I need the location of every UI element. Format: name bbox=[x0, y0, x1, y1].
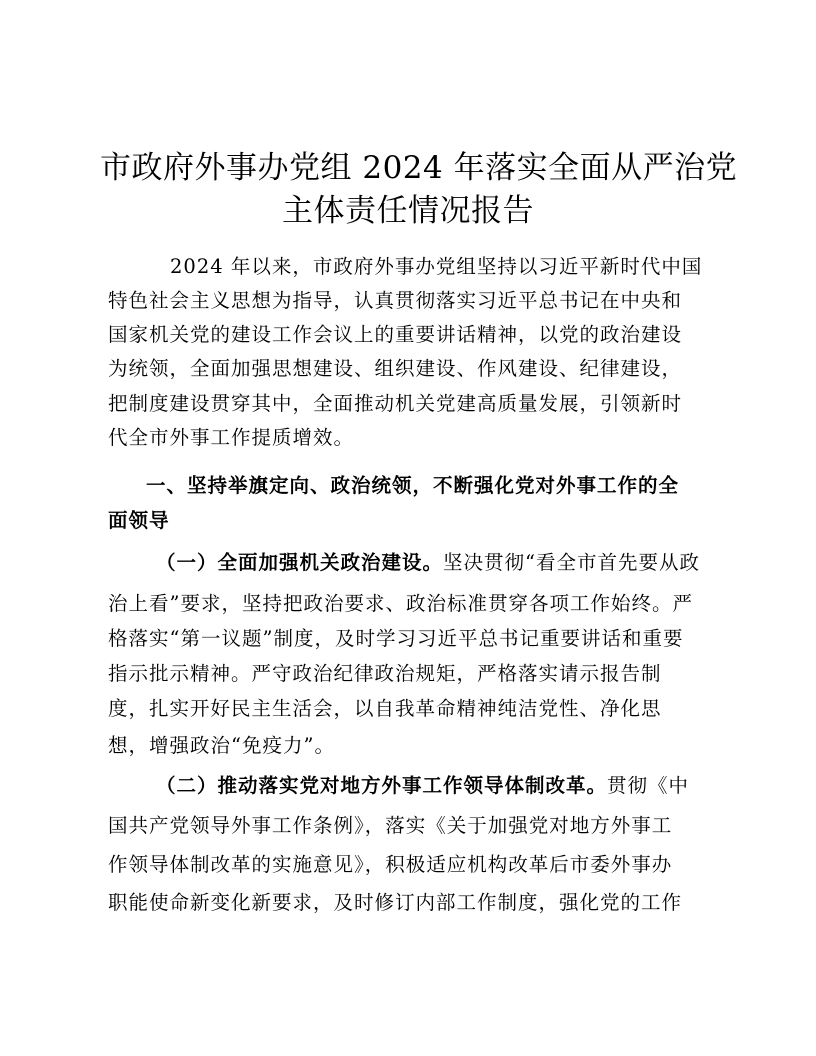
subsection-first-line bbox=[156, 547, 700, 575]
document-title-line-2: 主体责任情况报告 bbox=[282, 193, 534, 229]
subsection-line: 作领导体制改革的实施意见》，积极适应机构改革后市委外事办 bbox=[108, 853, 673, 876]
subsection-line: 职能使命新变化新要求，及时修订内部工作制度，强化党的工作 bbox=[108, 891, 683, 914]
section-heading-line: 一、坚持举旗定向、政治统领，不断强化党对外事工作的全 bbox=[146, 474, 680, 497]
section-heading-line: 面领导 bbox=[108, 509, 170, 532]
subsection-first-line bbox=[156, 770, 689, 798]
subsection-line: 指示批示精神。严守政治纪律政治规矩，严格落实请示报告制 bbox=[108, 662, 662, 685]
subsection-line: 想，增强政治“免疫力”。 bbox=[108, 734, 335, 757]
subsection-line: 国共产党领导外事工作条例》，落实《关于加强党对地方外事工 bbox=[108, 814, 673, 837]
intro-line: 把制度建设贯穿其中，全面推动机关党建高质量发展，引领新时 bbox=[108, 392, 683, 415]
document-title-line-1: 市政府外事办党组 2024 年落实全面从严治党 bbox=[100, 150, 738, 186]
subsection-1-text: 坚决贯彻“看全市首先要从政 bbox=[443, 551, 700, 574]
intro-line: 2024 年以来，市政府外事办党组坚持以习近平新时代中国 bbox=[170, 255, 703, 278]
subsection-2-text: 贯彻《中 bbox=[607, 774, 690, 797]
subsection-line: 度，扎实开好民主生活会，以自我革命精神纯洁党性、净化思 bbox=[108, 697, 662, 720]
subsection-1-heading: （一）全面加强机关政治建设。 bbox=[156, 551, 444, 574]
intro-line: 代全市外事工作提质增效。 bbox=[108, 426, 355, 449]
intro-line: 特色社会主义思想为指导，认真贯彻落实习近平总书记在中央和 bbox=[108, 289, 683, 312]
intro-line: 为统领，全面加强思想建设、组织建设、作风建设、纪律建设， bbox=[108, 357, 683, 380]
intro-line: 国家机关党的建设工作会议上的重要讲话精神，以党的政治建设 bbox=[108, 323, 683, 346]
subsection-line: 治上看”要求，坚持把政治要求、政治标准贯穿各项工作始终。严 bbox=[108, 592, 693, 615]
subsection-2-heading: （二）推动落实党对地方外事工作领导体制改革。 bbox=[156, 774, 608, 797]
subsection-line: 格落实“第一议题”制度，及时学习习近平总书记重要讲话和重要 bbox=[108, 627, 684, 650]
